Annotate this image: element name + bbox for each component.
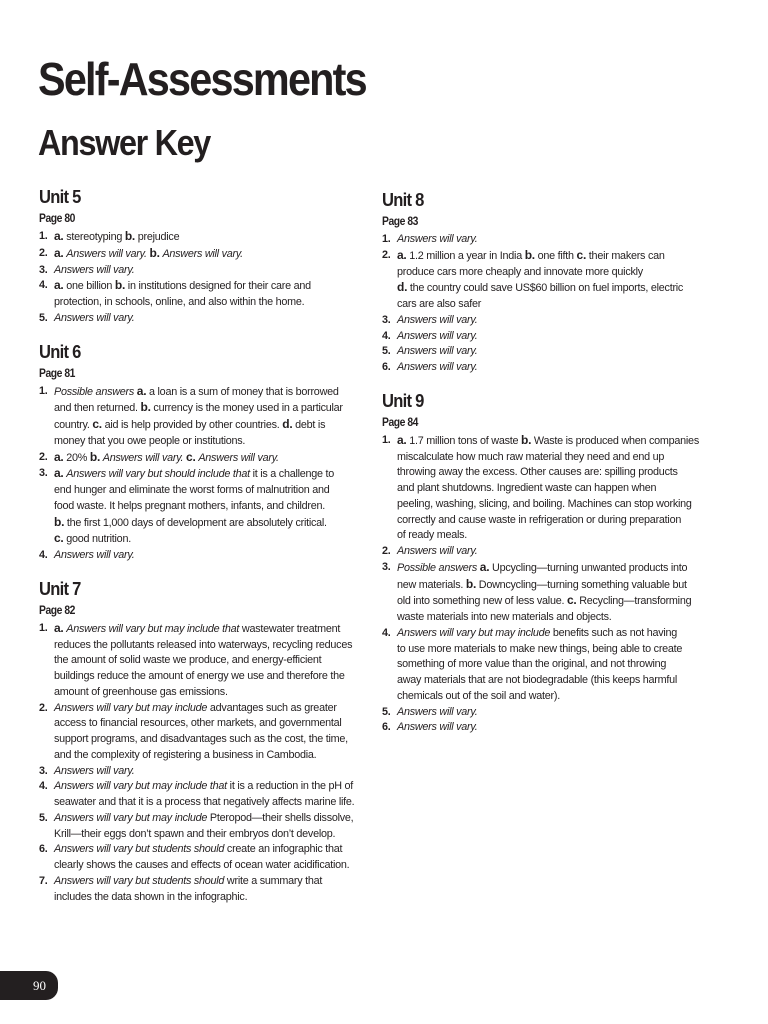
- answer-number: 4.: [382, 329, 391, 342]
- answer-number: 1.: [39, 384, 48, 397]
- answer-line: [397, 673, 722, 689]
- answer-item: [382, 544, 722, 560]
- answer-number: 2.: [39, 701, 48, 714]
- answer-text: it is a challenge to: [249, 468, 335, 481]
- answer-line: [397, 544, 722, 560]
- answer-line: [54, 638, 374, 654]
- answer-item: [39, 311, 374, 327]
- answer-item: [39, 621, 374, 701]
- answer-number: 3.: [382, 560, 391, 573]
- answer-number: 4.: [39, 780, 48, 793]
- unit-section: [39, 186, 374, 327]
- answer-text: 1.2 million a year in India: [406, 249, 525, 262]
- answer-item: [382, 232, 722, 248]
- answer-line: [54, 417, 374, 434]
- answer-line: [397, 705, 722, 721]
- answer-line: [54, 716, 374, 732]
- answer-text: Answers will vary but may include: [54, 811, 208, 824]
- answer-letter: b.: [124, 229, 136, 243]
- answer-text: buildings reduce the amount of energy we use and therefore the: [54, 670, 345, 682]
- answer-text: protection, in schools, online, and also within the home.: [54, 296, 305, 308]
- answer-text: benefits such as not having: [550, 626, 678, 639]
- answer-text: Answers will vary.: [397, 329, 478, 342]
- answer-line: [397, 297, 722, 313]
- answer-line: [397, 433, 722, 450]
- answer-text: to use more materials to make new things, being able to create: [397, 642, 683, 655]
- answer-letter: a.: [479, 559, 490, 574]
- answer-line: [397, 642, 722, 658]
- answer-text: Answers will vary.: [397, 361, 478, 373]
- answer-text: their makers can: [586, 249, 665, 262]
- answer-line: [397, 689, 722, 705]
- answer-list: [39, 621, 374, 906]
- answer-number: 7.: [39, 874, 48, 887]
- answer-text: a loan is a sum of money that is borrowed: [146, 385, 339, 398]
- answer-text: Downcycling—turning something valuable but: [476, 578, 687, 591]
- answer-letter: a.: [54, 466, 64, 481]
- answer-text: new materials.: [397, 578, 466, 591]
- unit-section: [382, 189, 722, 376]
- answer-letter: a.: [136, 383, 147, 398]
- answer-number: 3.: [39, 764, 48, 777]
- answer-item: [39, 450, 374, 467]
- answer-number: 5.: [382, 345, 391, 358]
- answer-text: of ready meals.: [397, 529, 468, 542]
- answer-letter: a.: [54, 449, 64, 464]
- page-reference: Page 80: [39, 213, 75, 225]
- answer-text: stereotyping: [63, 231, 125, 243]
- answer-item: [39, 874, 374, 906]
- answer-text: money that you owe people or institutions.: [54, 434, 246, 447]
- answer-text: amount of greenhouse gas emissions.: [54, 685, 228, 698]
- answer-line: [54, 483, 374, 499]
- answer-letter: b.: [54, 514, 65, 529]
- answer-line: [54, 515, 374, 532]
- answer-line: [397, 610, 722, 626]
- answer-number: 2.: [39, 450, 48, 463]
- answer-item: [382, 248, 722, 313]
- answer-letter: c.: [92, 417, 102, 431]
- answer-text: Answers will vary.: [54, 263, 135, 276]
- answer-line: [54, 531, 374, 548]
- answer-text: Answers will vary but should include that: [66, 468, 250, 481]
- answer-item: [382, 433, 722, 544]
- answer-letter: a.: [54, 229, 64, 243]
- answer-line: [54, 311, 374, 327]
- answer-letter: d.: [282, 417, 293, 431]
- answer-item: [39, 764, 374, 780]
- answer-line: [54, 858, 374, 874]
- answer-text: and plant shutdowns. Ingredient waste can happen when: [397, 482, 657, 494]
- answer-text: 20%: [63, 451, 90, 464]
- answer-text: Answers will vary.: [54, 764, 135, 777]
- answer-item: [39, 229, 374, 246]
- answer-line: [397, 481, 722, 497]
- page-reference: Page 81: [39, 367, 75, 380]
- answer-line: [54, 466, 374, 483]
- answer-line: [54, 685, 374, 701]
- answer-line: [54, 779, 374, 795]
- answer-text: in institutions designed for their care and: [125, 280, 311, 293]
- answer-text: chemicals out of the soil and water).: [397, 689, 560, 702]
- answer-list: [39, 229, 374, 327]
- answer-text: wastewater treatment: [239, 622, 341, 635]
- answer-text: good nutrition.: [63, 533, 131, 546]
- answer-item: [39, 779, 374, 811]
- answer-line: [54, 384, 374, 401]
- answer-letter: b.: [149, 245, 160, 260]
- unit-heading: Unit 7: [39, 578, 81, 599]
- answer-number: 3.: [39, 467, 48, 480]
- answer-line: [397, 593, 722, 610]
- answer-text: Pteropod—their shells dissolve,: [207, 811, 354, 824]
- page-reference: Page 82: [39, 604, 75, 617]
- answer-text: Answers will vary but may include that: [54, 780, 227, 793]
- answer-line: [397, 513, 722, 529]
- answer-line: [397, 232, 722, 248]
- page-reference: Page 83: [382, 216, 418, 228]
- answer-text: waste materials into new materials and objects.: [397, 611, 612, 623]
- answer-number: 1.: [382, 433, 391, 446]
- answer-text: the first 1,000 days of development are absolutely critical.: [64, 516, 327, 529]
- answer-letter: b.: [524, 247, 535, 262]
- answer-line: [54, 795, 374, 811]
- answer-text: Answers will vary but students should: [54, 874, 225, 887]
- answer-text: it is a reduction in the pH of: [226, 780, 354, 793]
- answer-text: Answers will vary.: [397, 233, 478, 245]
- answer-line: [54, 263, 374, 279]
- right-column: [382, 189, 722, 736]
- answer-letter: a.: [54, 245, 64, 260]
- answer-list: [382, 433, 722, 736]
- answer-text: Answers will vary.: [162, 247, 243, 260]
- answer-line: [54, 811, 374, 827]
- answer-line: [54, 400, 374, 417]
- answer-item: [39, 246, 374, 263]
- answer-line: [397, 450, 722, 466]
- answer-text: and then returned.: [54, 402, 141, 415]
- answer-text: Answers will vary.: [102, 451, 184, 464]
- answer-letter: b.: [114, 278, 126, 293]
- answer-letter: b.: [465, 576, 477, 591]
- answer-text: create an infographic that: [224, 843, 343, 856]
- answer-number: 4.: [39, 549, 48, 561]
- answer-line: [54, 653, 374, 669]
- answer-line: [54, 434, 374, 450]
- answer-text: Possible answers: [54, 385, 135, 398]
- answer-text: something of more value than the original, and not throwing: [397, 658, 667, 671]
- answer-text: Answers will vary.: [397, 313, 478, 326]
- answer-text: support programs, and disadvantages such as the cost, the time,: [54, 733, 348, 745]
- answer-text: Answers will vary.: [198, 451, 279, 464]
- unit-section: [39, 578, 374, 906]
- answer-line: [54, 701, 374, 717]
- answer-letter: b.: [140, 400, 151, 415]
- answer-number: 4.: [382, 626, 391, 639]
- answer-line: [397, 280, 722, 297]
- answer-text: 1.7 million tons of waste: [406, 434, 521, 447]
- answer-line: [54, 499, 374, 515]
- answer-item: [382, 705, 722, 721]
- answer-line: [397, 560, 722, 577]
- answer-text: miscalculate how much raw material they need and end up: [397, 450, 665, 463]
- answer-text: prejudice: [135, 231, 180, 243]
- answer-line: [397, 497, 722, 513]
- answer-item: [39, 811, 374, 843]
- answer-text: end hunger and eliminate the worst forms of malnutrition and: [54, 484, 330, 496]
- answer-number: 1.: [39, 621, 48, 634]
- answer-letter: a.: [397, 247, 407, 262]
- answer-line: [54, 548, 374, 564]
- answer-item: [39, 842, 374, 874]
- answer-text: cars are also safer: [397, 298, 482, 310]
- answer-text: reduces the pollutants released into waterways, recycling reduces: [54, 638, 353, 651]
- answer-text: seawater and that it is a process that negatively affects marine life.: [54, 796, 355, 808]
- answer-letter: c.: [54, 531, 64, 546]
- answer-text: produce cars more cheaply and innovate more quickly: [397, 265, 643, 278]
- answer-line: [54, 278, 374, 295]
- answer-text: Answers will vary.: [54, 549, 135, 561]
- answer-text: currency is the money used in a particular: [150, 402, 343, 415]
- answer-text: advantages such as greater: [207, 701, 337, 714]
- answer-item: [382, 360, 722, 376]
- answer-number: 5.: [382, 705, 391, 718]
- answer-line: [397, 313, 722, 329]
- answer-text: throwing away the excess. Other causes are: spilling products: [397, 466, 678, 479]
- answer-line: [397, 720, 722, 736]
- answer-text: Answers will vary.: [397, 545, 478, 557]
- answer-item: [382, 560, 722, 626]
- answer-item: [39, 278, 374, 311]
- answer-number: 6.: [382, 721, 391, 734]
- answer-number: 6.: [382, 361, 391, 373]
- answer-text: old into something new of less value.: [397, 595, 567, 608]
- answer-text: Answers will vary but may include: [397, 626, 551, 639]
- answer-line: [397, 465, 722, 481]
- answer-item: [39, 466, 374, 548]
- answer-text: Answers will vary.: [397, 721, 478, 734]
- answer-item: [382, 344, 722, 360]
- answer-text: debt is: [292, 419, 326, 431]
- answer-text: Answers will vary.: [66, 247, 147, 260]
- answer-text: one billion: [63, 280, 115, 293]
- answer-line: [54, 764, 374, 780]
- answer-item: [382, 329, 722, 345]
- answer-line: [397, 528, 722, 544]
- answer-letter: b.: [521, 432, 532, 447]
- answer-text: Answers will vary.: [54, 311, 135, 324]
- answer-number: 1.: [39, 230, 48, 242]
- answer-line: [54, 450, 374, 467]
- answer-list: [382, 232, 722, 376]
- answer-text: Upcycling—turning unwanted products into: [489, 561, 688, 574]
- answer-line: [397, 265, 722, 281]
- answer-item: [39, 548, 374, 564]
- answer-line: [397, 577, 722, 594]
- page-number: 90: [33, 978, 46, 993]
- answer-line: [54, 827, 374, 843]
- answer-text: the amount of solid waste we produce, and energy-efficient: [54, 654, 322, 667]
- answer-number: 2.: [382, 545, 391, 557]
- answer-number: 2.: [39, 246, 48, 259]
- answer-item: [39, 384, 374, 450]
- answer-text: includes the data shown in the infographic.: [54, 890, 248, 903]
- answer-letter: b.: [89, 449, 101, 464]
- answer-item: [382, 626, 722, 705]
- answer-number: 3.: [39, 263, 48, 276]
- answer-item: [382, 720, 722, 736]
- page-number-tab: [0, 971, 58, 1000]
- unit-heading: Unit 8: [382, 190, 424, 210]
- answer-text: Answers will vary but students should: [54, 843, 225, 856]
- answer-line: [54, 748, 374, 764]
- answer-text: Recycling—transforming: [576, 595, 692, 608]
- answer-text: food waste. It helps pregnant mothers, infants, and children.: [54, 499, 326, 512]
- answer-line: [54, 890, 374, 906]
- answer-text: correctly and cause waste in refrigeration or during preparation: [397, 513, 682, 526]
- answer-number: 2.: [382, 248, 391, 261]
- answer-text: write a summary that: [224, 874, 323, 887]
- answer-text: Krill—their eggs don’t spawn and their embryos don’t develop.: [54, 827, 336, 840]
- page-title: Self-Assessments: [38, 53, 366, 105]
- answer-text: access to financial resources, other markets, and governmental: [54, 717, 342, 730]
- answer-letter: a.: [397, 432, 407, 447]
- answer-line: [397, 657, 722, 673]
- answer-text: country.: [54, 419, 93, 431]
- unit-heading: Unit 5: [39, 187, 81, 207]
- answer-letter: c.: [576, 247, 587, 262]
- answer-text: clearly shows the causes and effects of ocean water acidification.: [54, 859, 350, 871]
- answer-letter: a.: [54, 278, 64, 293]
- answer-number: 5.: [39, 311, 48, 324]
- answer-line: [397, 360, 722, 376]
- answer-line: [54, 842, 374, 858]
- unit-heading: Unit 9: [382, 390, 424, 411]
- answer-line: [397, 248, 722, 265]
- answer-letter: c.: [566, 593, 577, 608]
- answer-letter: a.: [54, 620, 64, 635]
- unit-section: [382, 390, 722, 736]
- answer-text: Answers will vary but may include that: [66, 622, 240, 635]
- answer-item: [39, 263, 374, 279]
- page-reference: Page 84: [382, 416, 418, 429]
- answer-text: and the complexity of registering a business in Cambodia.: [54, 748, 317, 761]
- answer-line: [397, 344, 722, 360]
- answer-number: 3.: [382, 313, 391, 326]
- answer-line: [397, 329, 722, 345]
- answer-text: Answers will vary.: [397, 345, 478, 358]
- unit-section: [39, 341, 374, 564]
- unit-heading: Unit 6: [39, 341, 81, 362]
- answer-line: [54, 621, 374, 638]
- answer-text: the country could save US$60 billion on fuel imports, electric: [407, 282, 684, 295]
- answer-number: 1.: [382, 233, 391, 245]
- answer-letter: d.: [397, 280, 408, 295]
- answer-item: [39, 701, 374, 764]
- answer-number: 5.: [39, 811, 48, 824]
- left-column: [39, 186, 374, 905]
- answer-line: [397, 626, 722, 642]
- answer-text: Answers will vary but may include: [54, 701, 208, 714]
- answer-line: [54, 229, 374, 246]
- answer-number: 4.: [39, 279, 48, 292]
- answer-text: Answers will vary.: [397, 705, 478, 718]
- page-subtitle: Answer Key: [38, 122, 210, 163]
- answer-number: 6.: [39, 843, 48, 856]
- answer-line: [54, 246, 374, 263]
- answer-line: [54, 669, 374, 685]
- answer-item: [382, 313, 722, 329]
- answer-text: Possible answers: [397, 561, 478, 574]
- answer-text: aid is help provided by other countries.: [101, 419, 283, 431]
- answer-text: peeling, washing, slicing, and boiling. Machines can stop working: [397, 497, 692, 510]
- answer-line: [54, 732, 374, 748]
- answer-text: Waste is produced when companies: [531, 434, 699, 447]
- answer-line: [54, 295, 374, 311]
- answer-letter: c.: [186, 449, 196, 464]
- answer-text: one fifth: [534, 249, 577, 262]
- answer-list: [39, 384, 374, 564]
- answer-text: away materials that are not biodegradable (this keeps harmful: [397, 674, 678, 686]
- answer-line: [54, 874, 374, 890]
